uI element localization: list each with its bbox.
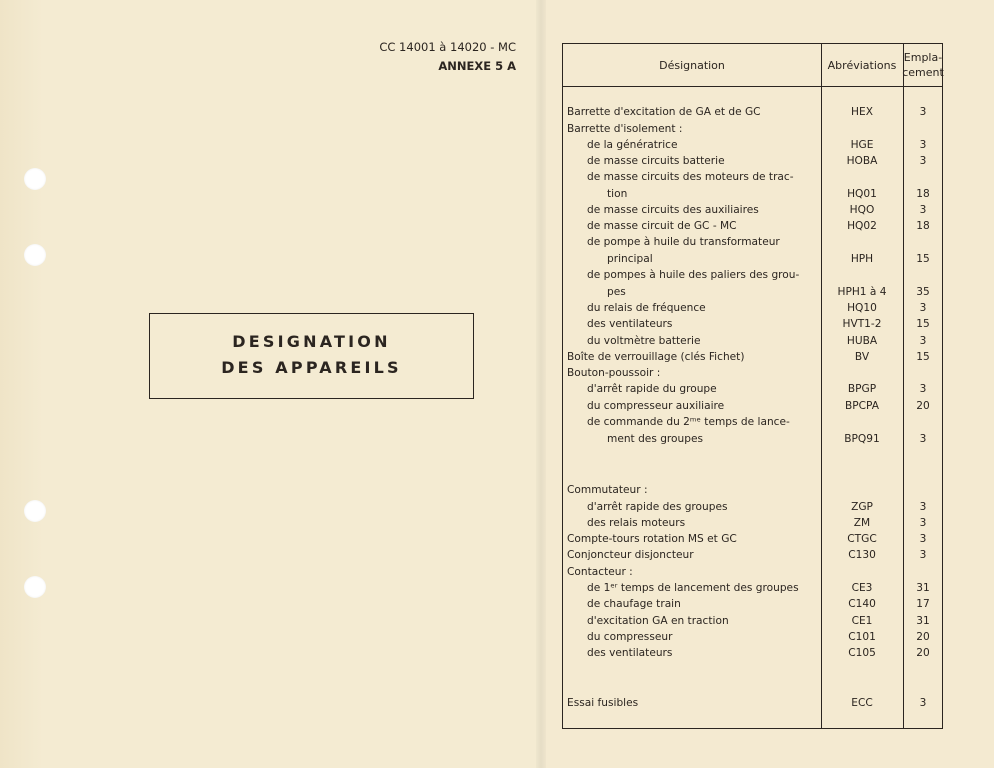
table-row bbox=[563, 515, 944, 531]
designation-table bbox=[562, 43, 943, 729]
cell-designation: principal bbox=[607, 253, 653, 265]
title-line-2: DES APPAREILS bbox=[221, 358, 402, 377]
cell-designation: de pompes à huile des paliers des grou- bbox=[587, 269, 800, 281]
cell-designation: de chaufage train bbox=[587, 598, 681, 610]
header-location bbox=[903, 44, 943, 86]
table-row bbox=[563, 284, 944, 300]
table-row bbox=[563, 580, 944, 596]
cell-designation: de commande du 2ᵐᵉ temps de lance- bbox=[587, 416, 790, 428]
cell-abbreviation: HQO bbox=[849, 204, 875, 216]
table-row bbox=[563, 431, 944, 447]
cell-abbreviation: BPCPA bbox=[844, 400, 879, 412]
table-row bbox=[563, 381, 944, 397]
cell-abbreviation: HPH1 à 4 bbox=[837, 286, 887, 298]
cell-designation: de la génératrice bbox=[587, 139, 678, 151]
cell-location: 3 bbox=[919, 433, 927, 445]
cell-designation: d'arrêt rapide des groupes bbox=[587, 501, 728, 513]
cell-designation: Conjoncteur disjoncteur bbox=[567, 549, 694, 561]
cell-designation: tion bbox=[607, 188, 628, 200]
cell-designation: Barrette d'excitation de GA et de GC bbox=[567, 106, 761, 118]
cell-location: 15 bbox=[916, 351, 930, 363]
cell-location: 3 bbox=[919, 335, 927, 347]
cell-designation: du compresseur auxiliaire bbox=[587, 400, 725, 412]
cell-designation: Boîte de verrouillage (clés Fichet) bbox=[567, 351, 745, 363]
table-row bbox=[563, 169, 944, 185]
cell-location: 3 bbox=[919, 139, 927, 151]
cell-abbreviation: HUBA bbox=[846, 335, 878, 347]
cell-designation: du compresseur bbox=[587, 631, 673, 643]
cell-location: 3 bbox=[919, 697, 927, 709]
cell-designation: Barrette d'isolement : bbox=[567, 123, 683, 135]
cell-location: 15 bbox=[916, 318, 930, 330]
cell-designation: de masse circuits des moteurs de trac- bbox=[587, 171, 794, 183]
cell-abbreviation: BV bbox=[854, 351, 870, 363]
cell-location: 20 bbox=[916, 631, 930, 643]
table-row bbox=[563, 398, 944, 414]
cell-designation: des relais moteurs bbox=[587, 517, 686, 529]
table-row bbox=[563, 695, 944, 711]
cell-abbreviation: HQ02 bbox=[847, 220, 877, 232]
cell-abbreviation: HGE bbox=[850, 139, 874, 151]
cell-location: 3 bbox=[919, 501, 927, 513]
cell-location: 31 bbox=[916, 582, 930, 594]
table-row bbox=[563, 499, 944, 515]
cell-designation: Commutateur : bbox=[567, 484, 648, 496]
cell-abbreviation: ZM bbox=[853, 517, 871, 529]
title-box bbox=[149, 313, 474, 399]
annex-label: ANNEXE 5 A bbox=[438, 59, 516, 73]
table-row bbox=[563, 186, 944, 202]
cell-abbreviation: BPGP bbox=[847, 383, 877, 395]
table-row bbox=[563, 613, 944, 629]
cell-designation: des ventilateurs bbox=[587, 647, 673, 659]
table-row bbox=[563, 482, 944, 498]
cell-location: 3 bbox=[919, 549, 927, 561]
cell-location: 20 bbox=[916, 400, 930, 412]
cell-abbreviation: HEX bbox=[851, 106, 873, 118]
table-row bbox=[563, 365, 944, 381]
cell-designation: de pompe à huile du transformateur bbox=[587, 236, 780, 248]
punch-hole bbox=[24, 168, 46, 190]
table-row bbox=[563, 121, 944, 137]
cell-designation: de masse circuits batterie bbox=[587, 155, 725, 167]
cell-abbreviation: CTGC bbox=[847, 533, 877, 545]
cell-designation: Contacteur : bbox=[567, 566, 633, 578]
cell-location: 3 bbox=[919, 106, 927, 118]
table-row bbox=[563, 629, 944, 645]
cell-designation: Bouton-poussoir : bbox=[567, 367, 661, 379]
table-row bbox=[563, 218, 944, 234]
title-line-1: DESIGNATION bbox=[232, 332, 391, 351]
cell-abbreviation: C140 bbox=[848, 598, 876, 610]
cell-designation: de 1ᵉʳ temps de lancement des groupes bbox=[587, 582, 799, 594]
header-location-line2: cement bbox=[902, 66, 944, 79]
cell-designation: d'excitation GA en traction bbox=[587, 615, 729, 627]
cell-designation: d'arrêt rapide du groupe bbox=[587, 383, 717, 395]
cell-designation: des ventilateurs bbox=[587, 318, 673, 330]
header-divider bbox=[563, 86, 942, 87]
document-reference: CC 14001 à 14020 - MC bbox=[379, 40, 516, 54]
cell-location: 18 bbox=[916, 220, 930, 232]
cell-abbreviation: ECC bbox=[851, 697, 873, 709]
table-row bbox=[563, 547, 944, 563]
cell-location: 18 bbox=[916, 188, 930, 200]
cell-abbreviation: BPQ91 bbox=[844, 433, 880, 445]
cell-abbreviation: C105 bbox=[848, 647, 876, 659]
table-row bbox=[563, 596, 944, 612]
table-row bbox=[563, 267, 944, 283]
header-designation: Désignation bbox=[659, 58, 725, 72]
cell-designation: pes bbox=[607, 286, 626, 298]
cell-location: 3 bbox=[919, 533, 927, 545]
table-row bbox=[563, 349, 944, 365]
table-row bbox=[563, 645, 944, 661]
cell-abbreviation: HQ01 bbox=[847, 188, 877, 200]
table-row bbox=[563, 531, 944, 547]
cell-location: 15 bbox=[916, 253, 930, 265]
cell-abbreviation: CE3 bbox=[851, 582, 873, 594]
table-row bbox=[563, 564, 944, 580]
table-row bbox=[563, 414, 944, 430]
cell-abbreviation: HOBA bbox=[846, 155, 878, 167]
table-row bbox=[563, 251, 944, 267]
cell-abbreviation: HPH bbox=[850, 253, 874, 265]
table-row bbox=[563, 137, 944, 153]
cell-designation: ment des groupes bbox=[607, 433, 704, 445]
cell-abbreviation: CE1 bbox=[851, 615, 873, 627]
page-gutter bbox=[536, 0, 546, 768]
table-row bbox=[563, 202, 944, 218]
cell-designation: de masse circuits des auxiliaires bbox=[587, 204, 759, 216]
cell-location: 3 bbox=[919, 383, 927, 395]
cell-designation: du relais de fréquence bbox=[587, 302, 706, 314]
cell-abbreviation: C130 bbox=[848, 549, 876, 561]
cell-abbreviation: ZGP bbox=[851, 501, 873, 513]
punch-hole bbox=[24, 244, 46, 266]
cell-abbreviation: C101 bbox=[848, 631, 876, 643]
header-abbreviations: Abréviations bbox=[827, 58, 897, 72]
cell-location: 3 bbox=[919, 302, 927, 314]
cell-location: 20 bbox=[916, 647, 930, 659]
cell-designation: du voltmètre batterie bbox=[587, 335, 701, 347]
table-row bbox=[563, 333, 944, 349]
cell-location: 31 bbox=[916, 615, 930, 627]
cell-designation: de masse circuit de GC - MC bbox=[587, 220, 737, 232]
punch-hole bbox=[24, 576, 46, 598]
cell-location: 3 bbox=[919, 517, 927, 529]
punch-hole bbox=[24, 500, 46, 522]
cell-designation: Compte-tours rotation MS et GC bbox=[567, 533, 737, 545]
cell-designation: Essai fusibles bbox=[567, 697, 639, 709]
cell-abbreviation: HVT1-2 bbox=[842, 318, 882, 330]
table-row bbox=[563, 316, 944, 332]
cell-location: 3 bbox=[919, 155, 927, 167]
cell-location: 35 bbox=[916, 286, 930, 298]
header-location-line1: Empla- bbox=[903, 51, 943, 64]
table-row bbox=[563, 104, 944, 120]
cell-location: 3 bbox=[919, 204, 927, 216]
cell-abbreviation: HQ10 bbox=[847, 302, 877, 314]
table-row bbox=[563, 234, 944, 250]
cell-location: 17 bbox=[916, 598, 930, 610]
table-row bbox=[563, 300, 944, 316]
table-row bbox=[563, 153, 944, 169]
